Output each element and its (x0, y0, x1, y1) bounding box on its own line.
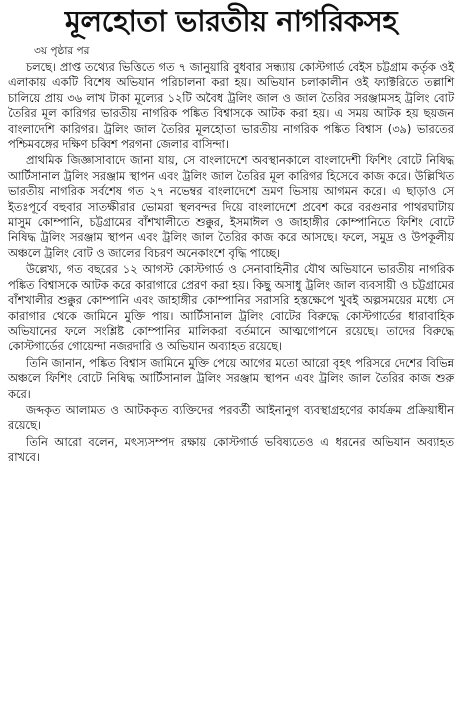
article-paragraph: উল্লেখ্য, গত বছরের ১২ আগস্ট কোস্টগার্ড ও সেনাবাহিনীর যৌথ অভিযানে ভারতীয় নাগরিক পঙ্কিত বিশ্বাসকে আটক করে কারাগারে প্রেরণ করা হয়। কিছু অসাধু ট্রলিং জাল ব্যবসায়ী ও চট্টগ্রামের বাঁশখালীর শুক্কুর কোম্পানি এবং জাহাঙ্গীর কোম্পানির সরাসরি হস্তক্ষেপে খুবই অল্পসময়ের মধ্যে সে কারাগার থেকে জামিনে মুক্তি পায়। আর্টিসানাল ট্রলিং বোটের বিরুদ্ধে কোস্টগার্ডের ধারাবাহিক অভিযানের ফলে সংশ্লিষ্ট কোম্পানির মালিকরা বর্তমানে আত্মগোপনে রয়েছে। তাদের বিরুদ্ধে কোস্টগার্ডের গোয়েন্দা নজরদারি ও অভিযান অব্যাহত রয়েছে। (8, 263, 454, 354)
article-paragraph: তিনি আরো বলেন, মৎস্যসম্পদ রক্ষায় কোস্টগার্ড ভবিষ্যতেও এ ধরনের অভিযান অব্যাহত রাখবে। (8, 435, 454, 465)
newspaper-clipping (0, 2, 462, 706)
continued-from-label: ৩য় পৃষ্ঠার পর (34, 45, 90, 57)
article-paragraph: তিনি জানান, পঙ্কিত বিশ্বাস জামিনে মুক্তি পেয়ে আগের মতো আরো বৃহৎ পরিসরে দেশের বিভিন্ন অঞ্চলে ফিশিং বোটে নিষিদ্ধ আর্টিসানাল ট্রলিং সরঞ্জাম স্থাপন এবং ট্রলিং জাল তৈরির কাজ শুরু করে। (8, 356, 454, 401)
article-paragraph: প্রাথমিক জিজ্ঞাসাবাদে জানা যায়, সে বাংলাদেশে অবস্থানকালে বাংলাদেশী ফিশিং বোটে নিষিদ্ধ আর্টিসানাল ট্রলিং সরঞ্জাম স্থাপন এবং ট্রলিং জাল তৈরির মূল কারিগর হিসেবে কাজ করে। উল্লিখিত ভারতীয় নাগরিক সর্বশেষ গত ২৭ নভেম্বর বাংলাদেশে ভ্রমণ ভিসায় আগমন করে। এ ছাড়াও সে ইতঃপূর্বে বহুবার সাতক্ষীরার ভোমরা স্থলবন্দর দিয়ে বাংলাদেশে প্রবেশ করে বরগুনার পাথরঘাটায় মাসুম কোম্পানি, চট্টগ্রামের বাঁশখালীতে শুক্কুর, ইসমাঈল ও জাহাঙ্গীর কোম্পানিতে ফিশিং বোটে নিষিদ্ধ ট্রলিং সরঞ্জাম স্থাপন এবং ট্রলিং জাল তৈরির কাজ করে আসছে। ফলে, সমুদ্র ও উপকূলীয় অঞ্চলে ট্রলিং বোট ও জালের বিচরণ অনেকাংশে বৃদ্ধি পাচ্ছে। (8, 154, 454, 260)
article-paragraph: চলছে। প্রাপ্ত তথ্যের ভিত্তিতে গত ৭ জানুয়ারি বুধবার সন্ধ্যায় কোস্টগার্ড বেইস চট্টগ্রাম কর্তৃক ওই এলাকায় একটি বিশেষ অভিযান পরিচালনা করা হয়। অভিযান চলাকালীন ওই ফ্যাক্টরিতে তল্লাশি চালিয়ে প্রায় ৩৬ লাখ টাকা মূল্যের ১২টি অবৈধ ট্রলিং জাল ও জাল তৈরির সরঞ্জামসহ ট্রলিং বোট তৈরির মূল কারিগর ভারতীয় নাগরিক পঙ্কিত বিশ্বাসকে আটক করা হয়। এ সময় আটক হয় ছয়জন বাংলাদেশি কারিগর। ট্রলিং জাল তৈরির মূলহোতা ভারতীয় নাগরিক পঙ্কিত বিশ্বাস (৩৯) ভারতের পশ্চিমবঙ্গের দক্ষিণ চব্বিশ পরগনা জেলার বাসিন্দা। (8, 61, 454, 152)
article-paragraph: জব্দকৃত আলামত ও আটককৃত ব্যক্তিদের পরবর্তী আইনানুগ ব্যবস্থাগ্রহণের কার্যক্রম প্রক্রিয়াধীন রয়েছে। (8, 403, 454, 433)
headline: মূলহোতা ভারতীয় নাগরিকসহ (64, 4, 398, 38)
article-body (8, 60, 454, 466)
